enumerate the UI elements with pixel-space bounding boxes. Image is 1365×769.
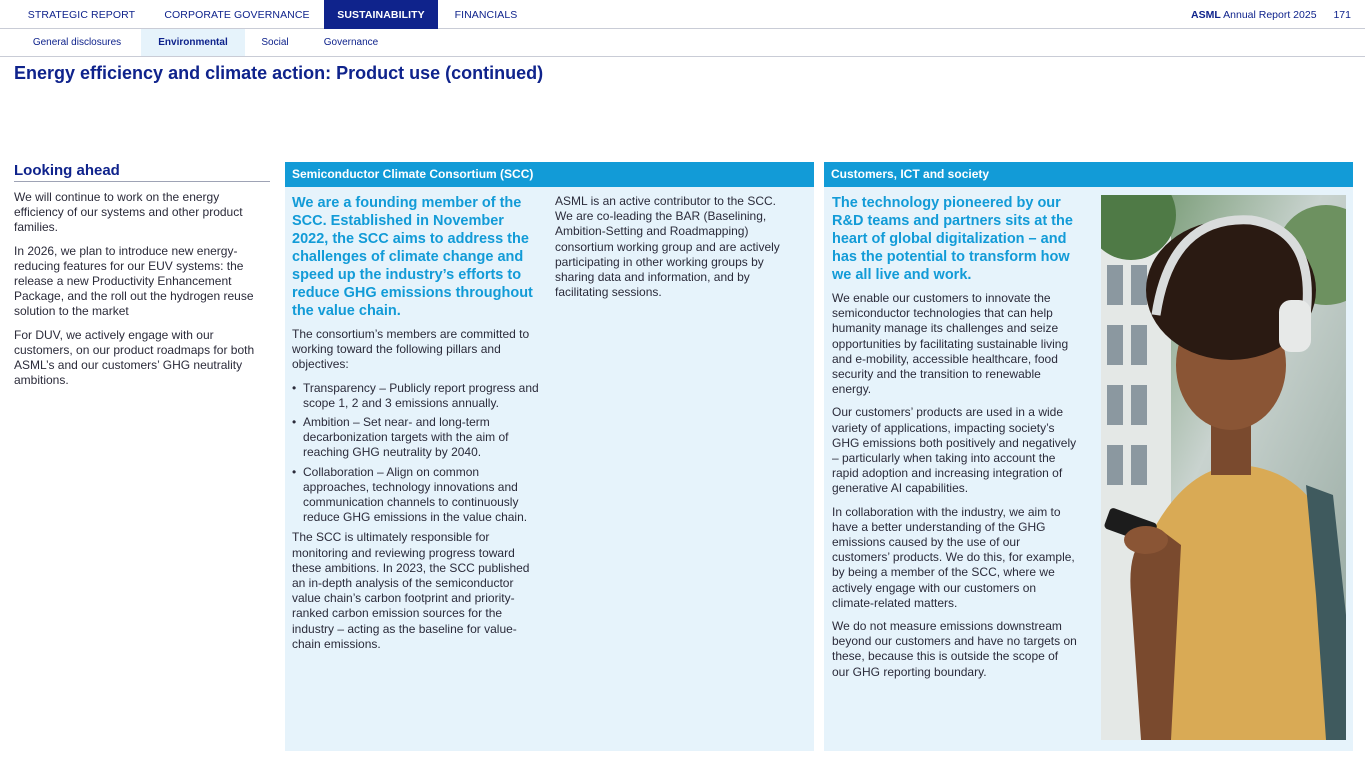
subtab-environmental[interactable]: Environmental	[141, 29, 245, 56]
scc-header: Semiconductor Climate Consortium (SCC)	[285, 162, 814, 187]
scc-closing: The SCC is ultimately responsible for monitoring and reviewing progress toward these ambitions. In 2023, the SCC published an in-depth analysis of the semiconductor value chain’s carbon footprint and priority-ranked carbon emission sources for the industry – acting as the baseline for value-chain emissions.	[292, 530, 530, 651]
looking-ahead-paragraph: In 2026, we plan to introduce new energy-reducing features for our EUV systems: the release a new Productivity Enhancement Package, and the roll out the hydrogen reuse solution to the market	[14, 243, 254, 319]
subtab-general-disclosures[interactable]: General disclosures	[32, 37, 122, 48]
scc-right-column	[555, 194, 795, 308]
list-item: • Transparency – Publicly report progress and scope 1, 2 and 3 emissions annually.	[292, 381, 539, 411]
page-title: Energy efficiency and climate action: Product use (continued)	[14, 63, 544, 83]
scc-panel	[285, 162, 814, 751]
tab-sustainability[interactable]: SUSTAINABILITY	[324, 0, 438, 29]
looking-ahead-paragraph: We will continue to work on the energy efficiency of our systems and other product families.	[14, 190, 243, 235]
customers-header: Customers, ICT and society	[824, 162, 1353, 187]
subtab-governance[interactable]: Governance	[323, 37, 379, 48]
customers-paragraph: Our customers’ products are used in a wide variety of applications, impacting society’s GHG emissions both positively and negatively – particularly when taking into account the rapid adoption and increasing integration of generative AI capabilities.	[832, 405, 1077, 496]
tab-strategic-report[interactable]: STRATEGIC REPORT	[27, 9, 136, 21]
brand-name: ASML	[1191, 9, 1221, 21]
scc-contribution: ASML is an active contributor to the SCC. We are co-leading the BAR (Baselining, Ambition-Setting and Roadmapping) consortium working group and are actively participating in other working groups by sharing data and information, and by facilitating sessions.	[555, 194, 780, 300]
sub-navigation	[0, 29, 1365, 57]
customers-paragraph: We do not measure emissions downstream beyond our customers and have no targets on these, because this is outside the scope of our GHG reporting boundary.	[832, 619, 1077, 679]
customers-paragraph: We enable our customers to innovate the semiconductor technologies that can help humanity manage its challenges and seize opportunities by facilitating sustainable living and e-mobility, accessible healthcare, food security and the transition to renewable energy.	[832, 291, 1069, 397]
scc-left-column	[292, 194, 539, 660]
list-item: • Ambition – Set near- and long-term decarbonization targets with the aim of reaching GHG neutrality by 2040.	[292, 415, 539, 461]
subtab-social[interactable]: Social	[261, 37, 289, 48]
report-info	[1191, 0, 1351, 29]
looking-ahead-heading: Looking ahead	[14, 162, 270, 182]
customers-panel	[824, 162, 1353, 751]
customers-paragraph: In collaboration with the industry, we aim to have a better understanding of the GHG emissions caused by the use of our customers’ products. We do this, for example, by being a member of the SCC, where we actively engage with our customers on climate-related matters.	[832, 504, 1075, 610]
customers-lead: The technology pioneered by our R&D teams and partners sits at the heart of global digitalization – and has the potential to transform how we all live and work.	[832, 195, 1073, 283]
list-item: • Collaboration – Align on common approaches, technology innovations and communication channels to continuously reduce GHG emissions in the value chain.	[292, 465, 539, 526]
looking-ahead-section	[14, 162, 270, 396]
report-name: Annual Report 2025	[1223, 9, 1317, 21]
scc-intro: The consortium’s members are committed to working toward the following pillars and objectives:	[292, 327, 530, 372]
page-number: 171	[1333, 9, 1351, 21]
customers-text-column	[832, 194, 1078, 688]
looking-ahead-paragraph: For DUV, we actively engage with our customers, on our product roadmaps for both ASML’s and our customers’ GHG neutrality ambitions.	[14, 327, 255, 388]
tab-financials[interactable]: FINANCIALS	[454, 9, 518, 21]
tab-corporate-governance[interactable]: CORPORATE GOVERNANCE	[164, 9, 310, 21]
photo-man-with-headphones-and-phone	[1101, 195, 1346, 740]
scc-lead: We are a founding member of the SCC. Established in November 2022, the SCC aims to address the challenges of climate change and speed up the industry’s efforts to reduce GHG emissions throughout the value chain.	[292, 195, 533, 319]
top-navigation	[0, 0, 1365, 29]
scc-pillars-list	[292, 381, 539, 526]
photo-illustration	[1101, 195, 1346, 740]
